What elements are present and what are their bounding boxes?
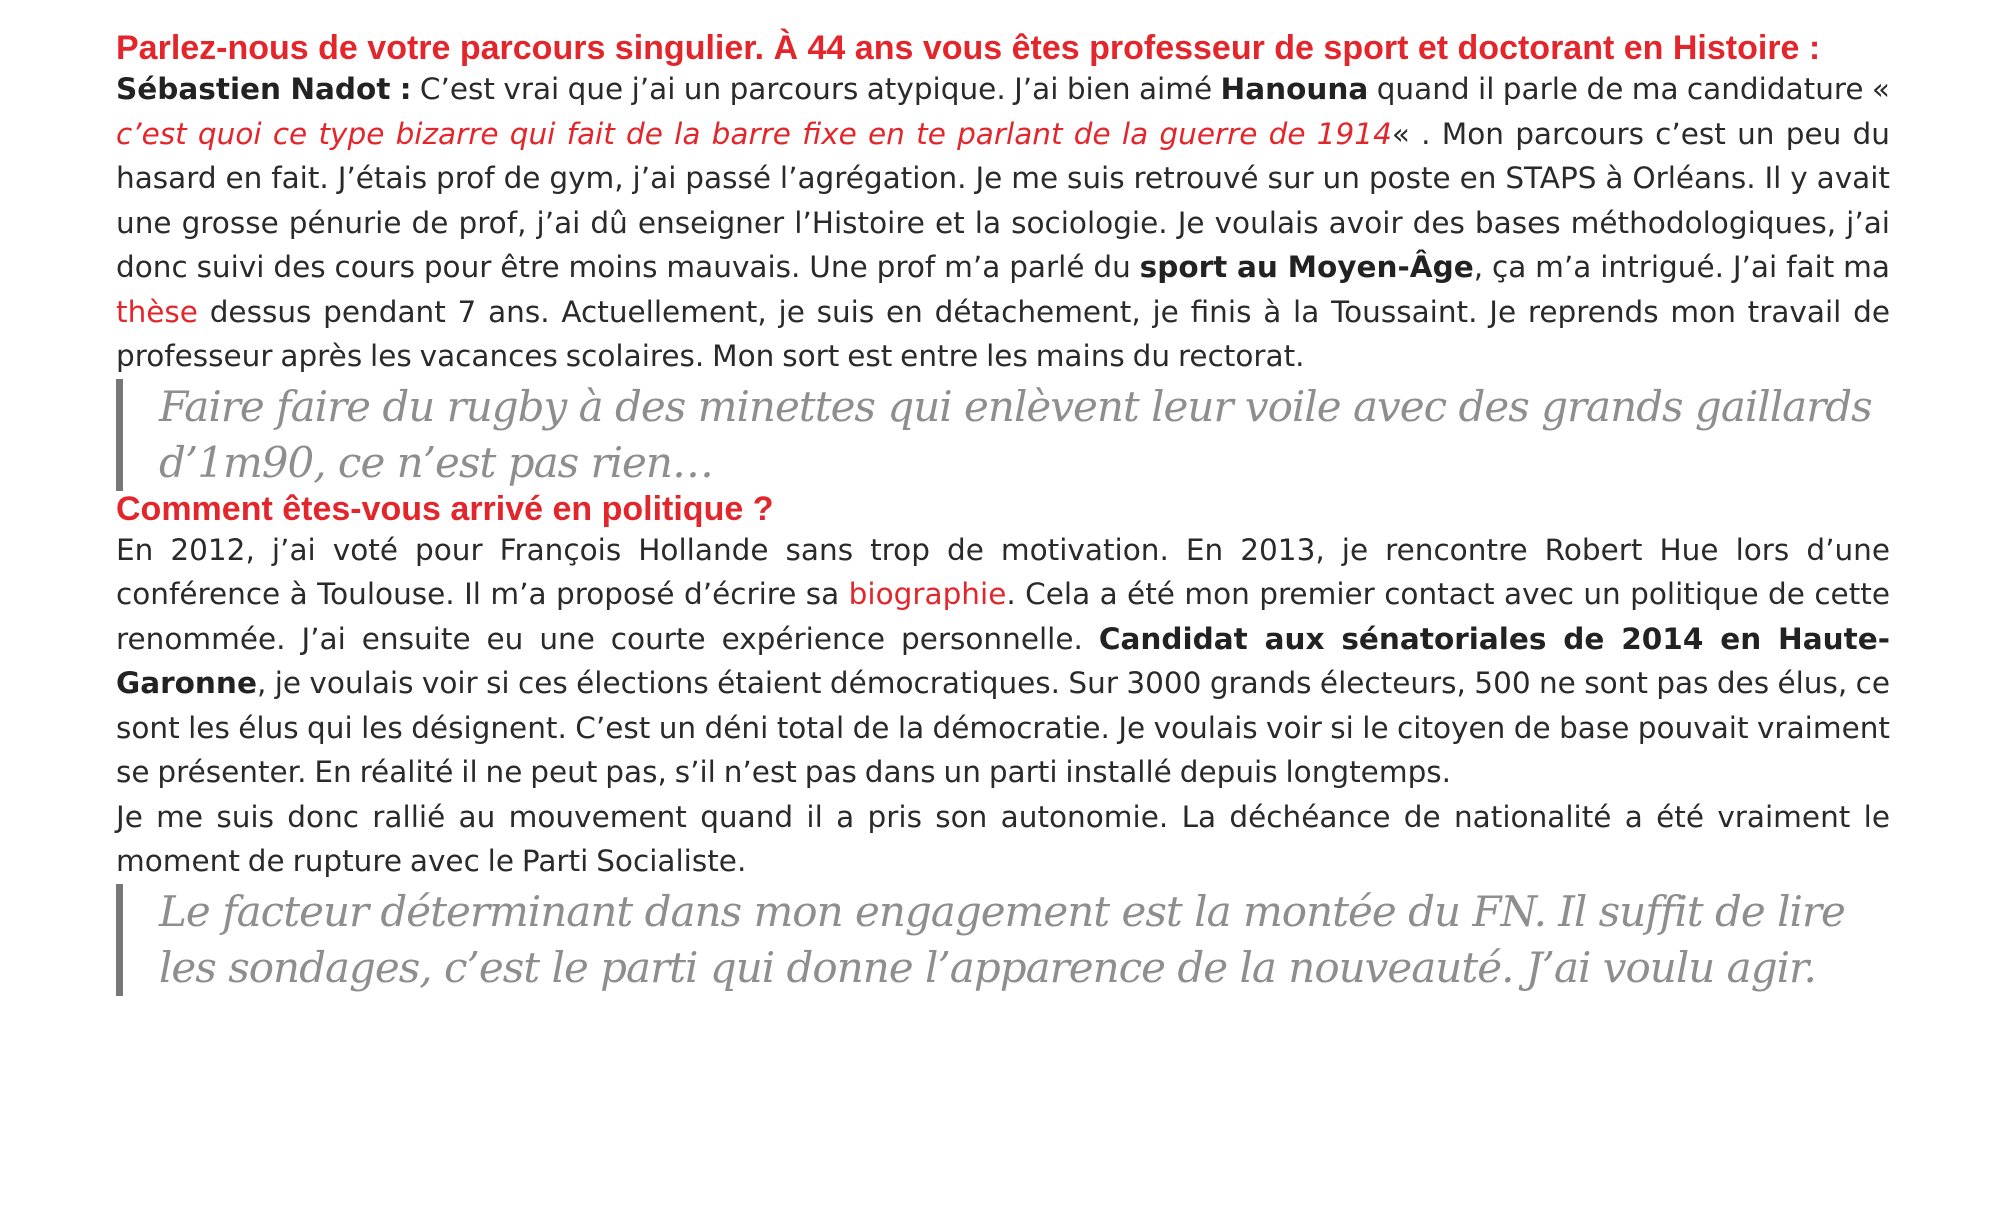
quote-link[interactable]: c’est quoi ce type bizarre qui fait de la barre fixe en te parlant de la guerre de 1914 [116,116,1392,151]
pull-quote-2: Le facteur déterminant dans mon engagement est la montée du FN. Il suffit de lire les sondages, c’est le parti qui donne l’apparence de la nouveauté. J’ai voulu agir. [116,884,1890,996]
answer-text: . Cela a été mon premier contact avec un politique de cette renommée. J’ai ensuite eu une courte expérience personnelle. [116,577,1890,656]
interview-question-1: Parlez-nous de votre parcours singulier. À 44 ans vous êtes professeur de sport et doctorant en Histoire : [116,29,1821,67]
speaker-name: Sébastien Nadot : [116,72,412,106]
bold-mention-hanouna: Hanouna [1220,72,1369,106]
biographie-link[interactable]: biographie [848,577,1007,611]
article-content [116,30,1890,996]
answer-text: En 2012, j’ai voté pour François Hollande sans trop de motivation. En 2013, je rencontre Robert Hue lors d’une conférence à Toulouse. Il m’a proposé d’écrire sa [116,532,1890,611]
answer-text: quand il parle de ma candidature « [1368,72,1890,106]
interview-answer-2-continued: Je me suis donc rallié au mouvement quand il a pris son autonomie. La déchéance de nationalité a été vraiment le moment de rupture avec le Parti Socialiste. [116,799,1890,878]
answer-text: C’est vrai que j’ai un parcours atypique. J’ai bien aimé [411,72,1221,106]
these-link[interactable]: thèse [116,294,198,329]
bold-mention-senatoriales: Candidat aux sénatoriales de 2014 en Haute-Garonne [116,621,1890,700]
interview-question-2: Comment êtes-vous arrivé en politique ? [116,489,774,528]
pull-quote-1: Faire faire du rugby à des minettes qui enlèvent leur voile avec des grands gaillards d’1m90, ce n’est pas rien… [116,379,1890,491]
bold-mention-sport-moyen-age: sport au Moyen-Âge [1139,250,1474,284]
answer-text: , ça m’a intrigué. J’ai fait ma [1473,250,1890,284]
answer-text: , je voulais voir si ces élections étaient démocratiques. Sur 3000 grands électeurs, 500 ne sont pas des élus, ce sont les élus qui les désignent. C’est un déni total de la démocratie. Je voulais voir si le citoyen de base pouvait vraiment se présenter. En réalité il ne peut pas, s’il n’est pas dans un parti installé depuis longtemps. [116,666,1890,789]
answer-text: dessus pendant 7 ans. Actuellement, je suis en détachement, je finis à la Toussaint. Je reprends mon travail de professeur après les vacances scolaires. Mon sort est entre les mains du rectorat. [116,294,1890,373]
answer-text: « . Mon parcours c’est un peu du hasard en fait. J’étais prof de gym, j’ai passé l’agrégation. Je me suis retrouvé sur un poste en STAPS à Orléans. Il y avait une grosse pénurie de prof, j’ai dû enseigner l’Histoire et la sociologie. Je voulais avoir des bases méthodologiques, j’ai donc suivi des cours pour être moins mauvais. Une prof m’a parlé du [116,116,1890,284]
interview-answer-2 [116,528,1890,795]
interview-answer-1 [116,67,1890,379]
